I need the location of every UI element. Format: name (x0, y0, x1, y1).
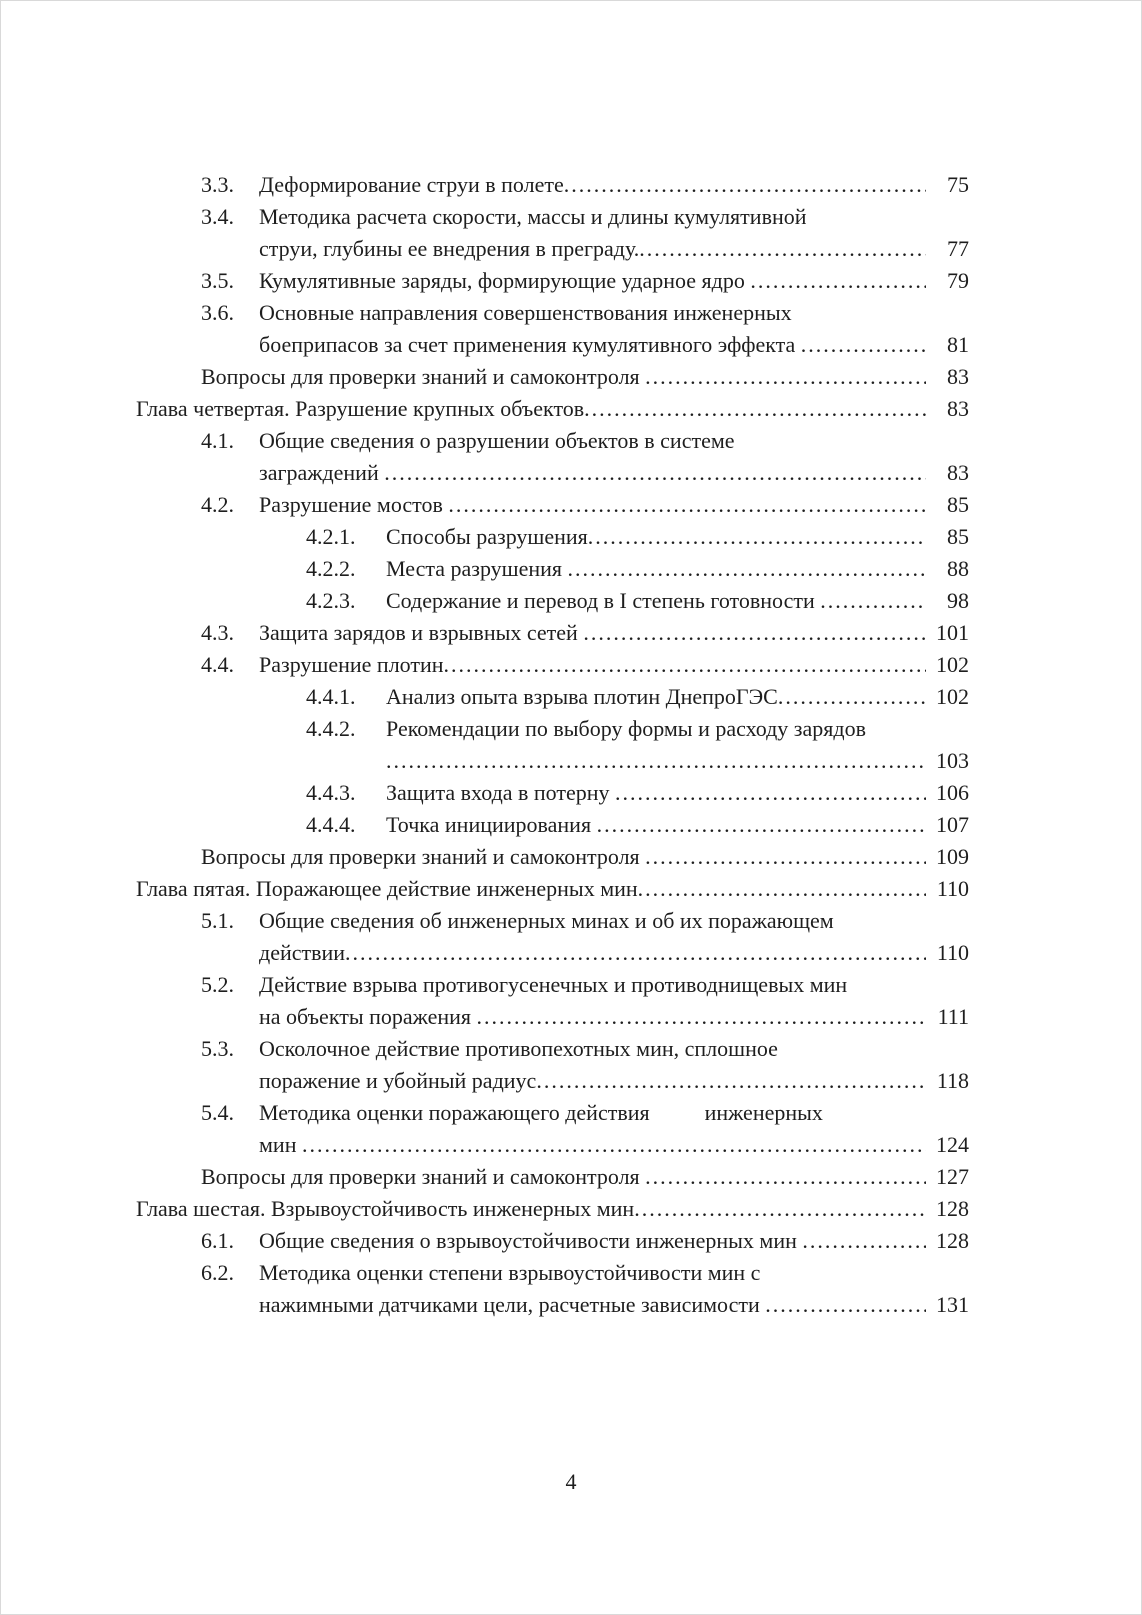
toc-entry-number: 3.6. (201, 300, 234, 325)
dot-leader (820, 585, 926, 617)
dot-leader (448, 489, 926, 521)
toc-page-number: 110 (936, 876, 969, 901)
dot-leader (386, 745, 926, 777)
toc-entry-line (136, 585, 969, 617)
dot-leader (444, 649, 926, 681)
toc-entry-title: Общие сведения о разрушении объектов в системе (259, 428, 735, 453)
dot-leader (765, 1289, 926, 1321)
toc-entry-number: 4.4.2. (306, 716, 356, 741)
toc-page-number: 77 (947, 236, 969, 261)
page-content-area (136, 169, 969, 1321)
toc-entry-title: Глава четвертая. Разрушение крупных объектов (136, 396, 585, 421)
dot-leader (564, 169, 926, 201)
toc-entry-line (136, 553, 969, 585)
dot-leader (639, 233, 926, 265)
toc-entry-number: 5.4. (201, 1100, 234, 1125)
dot-leader (634, 1193, 926, 1225)
dot-leader (778, 681, 926, 713)
dot-leader (802, 1225, 926, 1257)
toc-entry-title: Действие взрыва противогусенечных и противоднищевых мин (259, 972, 848, 997)
toc-entry-line (136, 809, 969, 841)
toc-entry-title: Методика оценки степени взрывоустойчивости мин с (259, 1260, 761, 1285)
toc-entry-title: заграждений (259, 460, 385, 485)
toc-entry-title: Защита зарядов и взрывных сетей (259, 620, 584, 645)
dot-leader (588, 521, 926, 553)
toc-entry-number: 6.2. (201, 1260, 234, 1285)
toc-entry-line (136, 489, 969, 521)
dot-leader (615, 777, 926, 809)
table-of-contents (136, 169, 969, 1321)
dot-leader (645, 361, 926, 393)
toc-entry-title: Кумулятивные заряды, формирующие ударное ядро (259, 268, 751, 293)
toc-entry-title: действии (259, 940, 346, 965)
footer-page-number: 4 (565, 1469, 577, 1494)
dot-leader (477, 1001, 927, 1033)
toc-entry-number: 4.3. (201, 620, 234, 645)
toc-entry-line (136, 1097, 969, 1129)
toc-entry-line (136, 1289, 969, 1321)
toc-page-number: 85 (947, 524, 969, 549)
toc-entry-line (136, 297, 969, 329)
toc-entry-number: 3.5. (201, 268, 234, 293)
toc-entry-title: Осколочное действие противопехотных мин, сплошное (259, 1036, 778, 1061)
toc-page-number: 83 (947, 396, 969, 421)
toc-page-number: 101 (936, 620, 969, 645)
toc-entry-number: 5.2. (201, 972, 234, 997)
toc-page-number: 118 (936, 1068, 969, 1093)
toc-page-number: 128 (936, 1228, 969, 1253)
toc-entry-title: на объекты поражения (259, 1004, 477, 1029)
toc-page-number: 98 (947, 588, 969, 613)
toc-entry-line (136, 1257, 969, 1289)
toc-entry-line (136, 201, 969, 233)
toc-entry-line (136, 1065, 969, 1097)
toc-entry-number: 4.2. (201, 492, 234, 517)
toc-page-number: 88 (947, 556, 969, 581)
toc-entry-title: Точка инициирования (386, 812, 597, 837)
toc-entry-line (136, 873, 969, 905)
toc-entry-title: Анализ опыта взрыва плотин ДнепроГЭС (386, 684, 778, 709)
toc-page-number: 75 (947, 172, 969, 197)
toc-entry-number: 4.4.4. (306, 812, 356, 837)
toc-entry-title: Общие сведения о взрывоустойчивости инженерных мин (259, 1228, 803, 1253)
dot-leader (638, 873, 926, 905)
toc-entry-line (136, 169, 969, 201)
toc-entry-line (136, 745, 969, 777)
toc-entry-title: Содержание и перевод в I степень готовности (386, 588, 821, 613)
toc-entry-title: Методика расчета скорости, массы и длины кумулятивной (259, 204, 807, 229)
toc-entry-title: Рекомендации по выбору формы и расходу зарядов (386, 716, 866, 741)
toc-entry-title: нажимными датчиками цели, расчетные зависимости (259, 1292, 766, 1317)
dot-leader (345, 937, 926, 969)
dot-leader (750, 265, 926, 297)
toc-page-number: 131 (936, 1292, 969, 1317)
toc-page-number: 102 (936, 652, 969, 677)
toc-entry-number: 5.3. (201, 1036, 234, 1061)
toc-entry-line (136, 1001, 969, 1033)
toc-entry-line (136, 361, 969, 393)
toc-entry-line (136, 1193, 969, 1225)
toc-entry-line (136, 265, 969, 297)
toc-entry-line (136, 681, 969, 713)
toc-page-number: 109 (936, 844, 969, 869)
toc-entry-line (136, 1129, 969, 1161)
toc-entry-title: Вопросы для проверки знаний и самоконтроля (201, 364, 646, 389)
toc-entry-line (136, 521, 969, 553)
toc-page-number: 110 (936, 940, 969, 965)
toc-entry-line (136, 393, 969, 425)
toc-entry-line (136, 649, 969, 681)
toc-entry-number: 4.2.3. (306, 588, 356, 613)
toc-entry-title: Основные направления совершенствования инженерных (259, 300, 792, 325)
toc-page-number: 128 (936, 1196, 969, 1221)
toc-page-number: 103 (936, 748, 969, 773)
toc-entry-number: 4.4. (201, 652, 234, 677)
dot-leader (801, 329, 926, 361)
toc-entry-line (136, 329, 969, 361)
toc-entry-line (136, 1033, 969, 1065)
toc-entry-line (136, 425, 969, 457)
toc-entry-title: поражение и убойный радиус (259, 1068, 537, 1093)
toc-entry-title: Деформирование струи в полете (259, 172, 564, 197)
dot-leader (645, 1161, 926, 1193)
toc-page-number: 124 (936, 1132, 969, 1157)
toc-entry-title: Глава пятая. Поражающее действие инженерных мин (136, 876, 638, 901)
toc-page-number: 127 (936, 1164, 969, 1189)
dot-leader (583, 617, 926, 649)
toc-entry-title: струи, глубины ее внедрения в преграду. (259, 236, 640, 261)
dot-leader (302, 1129, 926, 1161)
toc-entry-number: 4.1. (201, 428, 234, 453)
toc-page-number: 83 (947, 364, 969, 389)
toc-entry-number: 3.4. (201, 204, 234, 229)
dot-leader (584, 393, 926, 425)
toc-entry-number: 4.2.1. (306, 524, 356, 549)
dot-leader (536, 1065, 926, 1097)
dot-leader (568, 553, 926, 585)
toc-page-number: 79 (947, 268, 969, 293)
toc-entry-title: Разрушение мостов (259, 492, 449, 517)
toc-entry-line (136, 777, 969, 809)
toc-page-number: 106 (936, 780, 969, 805)
dot-leader (597, 809, 926, 841)
toc-entry-line (136, 1225, 969, 1257)
toc-entry-title: Разрушение плотин (259, 652, 444, 677)
toc-page-number: 85 (947, 492, 969, 517)
toc-page-number: 111 (937, 1004, 969, 1029)
toc-entry-title: боеприпасов за счет применения кумулятивного эффекта (259, 332, 801, 357)
toc-entry-title: Методика оценки поражающего действия инженерных (259, 1100, 823, 1125)
toc-entry-number: 4.4.3. (306, 780, 356, 805)
toc-entry-number: 6.1. (201, 1228, 234, 1253)
toc-entry-number: 5.1. (201, 908, 234, 933)
toc-entry-line (136, 969, 969, 1001)
toc-page-number: 83 (947, 460, 969, 485)
toc-entry-number: 4.2.2. (306, 556, 356, 581)
toc-entry-line (136, 937, 969, 969)
toc-entry-number: 3.3. (201, 172, 234, 197)
toc-entry-line (136, 905, 969, 937)
toc-entry-title: мин (259, 1132, 302, 1157)
toc-page-number: 102 (936, 684, 969, 709)
toc-entry-line (136, 233, 969, 265)
toc-entry-line (136, 713, 969, 745)
dot-leader (645, 841, 926, 873)
toc-entry-title: Глава шестая. Взрывоустойчивость инженерных мин (136, 1196, 635, 1221)
toc-entry-title: Вопросы для проверки знаний и самоконтроля (201, 1164, 646, 1189)
toc-entry-line (136, 617, 969, 649)
toc-entry-number: 4.4.1. (306, 684, 356, 709)
toc-entry-title: Вопросы для проверки знаний и самоконтроля (201, 844, 646, 869)
toc-entry-title: Общие сведения об инженерных минах и об их поражающем (259, 908, 834, 933)
toc-entry-line (136, 1161, 969, 1193)
toc-entry-title: Защита входа в потерну (386, 780, 616, 805)
toc-page-number: 81 (947, 332, 969, 357)
toc-page-number: 107 (936, 812, 969, 837)
toc-entry-title: Места разрушения (386, 556, 568, 581)
toc-entry-title: Способы разрушения (386, 524, 588, 549)
dot-leader (384, 457, 926, 489)
toc-entry-line (136, 841, 969, 873)
toc-entry-line (136, 457, 969, 489)
